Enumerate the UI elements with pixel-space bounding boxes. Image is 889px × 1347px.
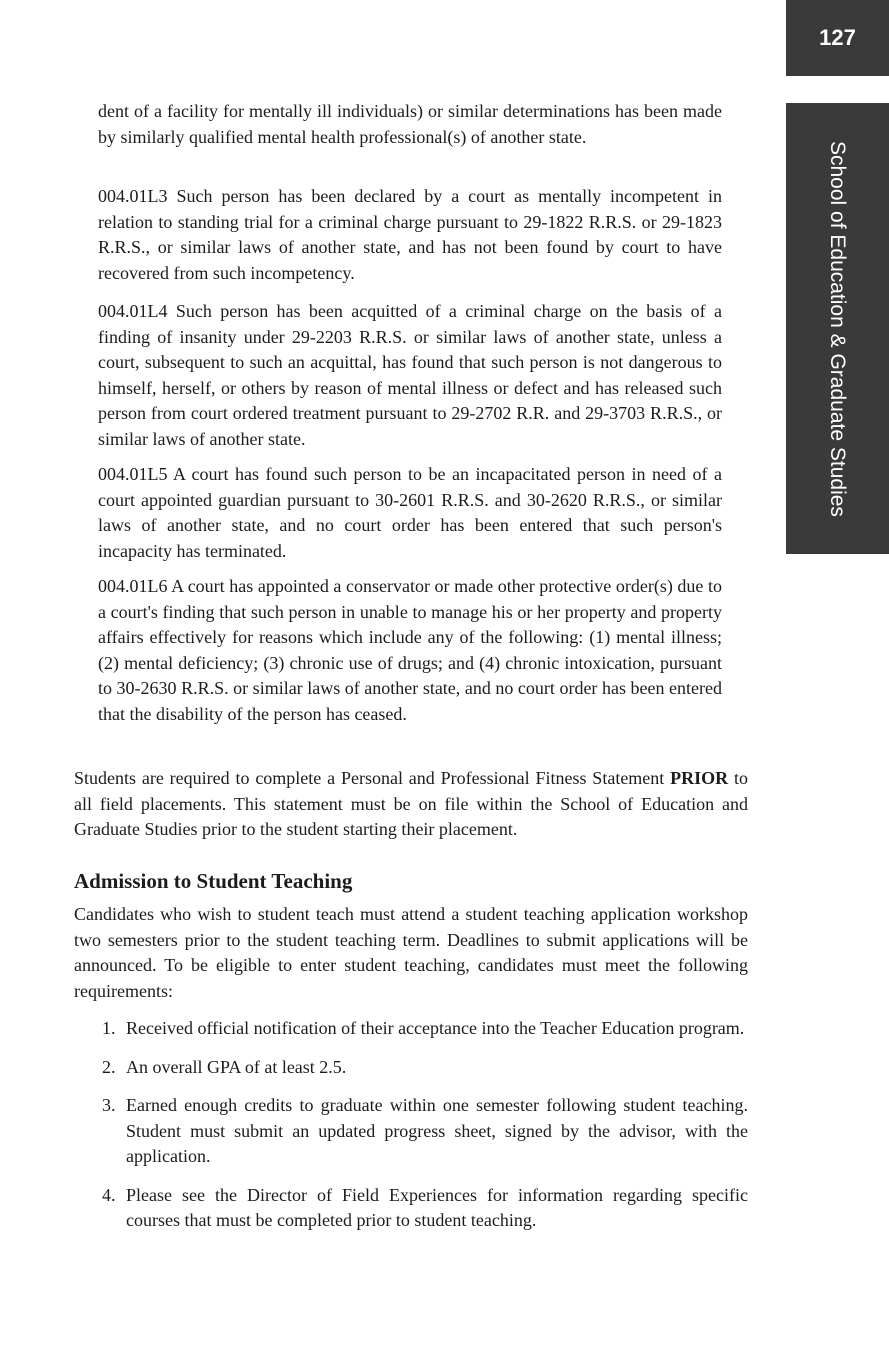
page-number: 127 [786,0,889,76]
fitness-statement-paragraph [74,766,748,843]
section-tab-label: School of Education & Graduate Studies [826,140,849,517]
fitness-text-after: to all field placements. This statement must be on file within the School of Education and Graduate Studies prior to the student starting their placement. [74,768,748,839]
requirement-text: An overall GPA of at least 2.5. [126,1056,347,1077]
requirements-list [74,1016,748,1247]
fitness-text-before: Students are required to complete a Personal and Professional Fitness Statement [74,768,671,788]
clause-004-01l3: 004.01L3 Such person has been declared by a court as mentally incompetent in relation to standing trial for a criminal charge pursuant to 29-1822 R.R.S. or 29-1823 R.R.S., or similar laws of another state, and has not been found by court to have recovered from such incompetency. [98,186,722,283]
fitness-emphasis: PRIOR [670,768,729,788]
requirement-item [74,1016,748,1042]
requirement-text: Earned enough credits to graduate within one semester following student teaching. Student must submit an updated progress sheet, signed by the advisor, with the application. [126,1095,748,1166]
requirement-number: 2. [102,1056,116,1077]
admission-heading: Admission to Student Teaching [74,869,353,893]
requirement-item [74,1093,748,1170]
clause-004-01l6: 004.01L6 A court has appointed a conservator or made other protective order(s) due to a court's finding that such person in unable to manage his or her property and property affairs effectively for reasons which include any of the following: (1) mental illness; (2) mental deficiency; (3) chronic use of drugs; and (4) chronic intoxication, pursuant to 30-2630 R.R.S. or similar laws of another state, and no court order has been entered that the disability of the person has ceased. [98,576,722,724]
admission-intro: Candidates who wish to student teach must attend a student teaching application workshop two semesters prior to the student teaching term. Deadlines to submit applications will be announced. To be eligible to enter student teaching, candidates must meet the following requirements: [74,904,748,1001]
requirement-text: Received official notification of their acceptance into the Teacher Education program. [126,1018,745,1038]
requirement-text: Please see the Director of Field Experiences for information regarding specific courses that must be completed prior to student teaching. [126,1184,748,1230]
requirement-number: 4. [102,1184,116,1205]
requirement-number: 3. [102,1095,116,1115]
requirement-number: 1. [102,1018,116,1038]
section-tab [786,103,889,554]
clause-continuation: dent of a facility for mentally ill individuals) or similar determinations has been made by similarly qualified mental health professional(s) of another state. [98,101,722,147]
requirement-item [74,1055,748,1081]
clause-004-01l5: 004.01L5 A court has found such person to be an incapacitated person in need of a court appointed guardian pursuant to 30-2601 R.R.S. and 30-2620 R.R.S., or similar laws of another state, and no court order has been entered that such person's incapacity has terminated. [98,464,722,561]
requirement-item [74,1183,748,1234]
clause-004-01l4: 004.01L4 Such person has been acquitted of a criminal charge on the basis of a finding of insanity under 29-2203 R.R.S. or similar laws of another state, unless a court, subsequent to such an acquittal, has found that such person is not dangerous to himself, herself, or others by reason of mental illness or defect and has released such person from court ordered treatment pursuant to 29-2702 R.R. and 29-3703 R.R.S., or similar laws of another state. [98,301,722,449]
